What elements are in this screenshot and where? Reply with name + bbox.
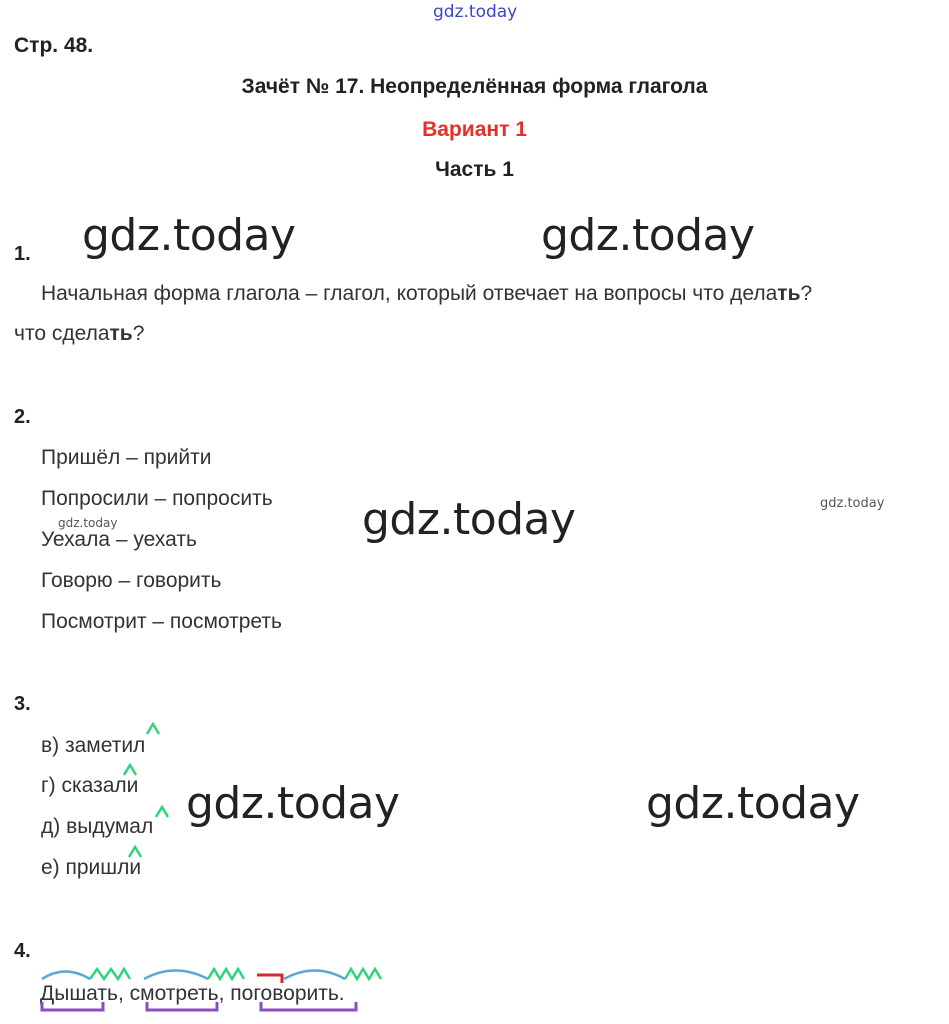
stress-mark: [156, 807, 168, 817]
list-item: Попросили – попросить: [41, 487, 273, 510]
word: поговорить: [230, 982, 339, 1005]
question-number: 1.: [14, 243, 31, 265]
watermark-small: gdz.today: [820, 496, 885, 511]
question-number: 2.: [14, 406, 31, 428]
watermark-large: gdz.today: [82, 210, 296, 261]
suffix-arc: [284, 971, 345, 980]
answer-text: Начальная форма глагола – глагол, который отвечает на вопросы что делать?: [41, 282, 813, 305]
ending-mark: [90, 969, 130, 979]
stress-mark: [147, 724, 159, 734]
watermark-top: gdz.today: [433, 2, 518, 22]
page-title: Зачёт № 17. Неопределённая форма глагола: [241, 75, 708, 98]
list-item: е) пришли: [41, 856, 142, 879]
part-label: Часть 1: [435, 158, 514, 181]
list-item: д) выдумал: [41, 815, 154, 838]
answer-text: Дышать, смотреть, поговорить.: [40, 982, 345, 1005]
watermark-large: gdz.today: [362, 494, 576, 545]
list-item: Уехала – уехать: [41, 528, 197, 551]
list-item: в) заметил: [41, 734, 146, 757]
list-item: Пришёл – прийти: [41, 446, 212, 469]
ending-mark: [208, 969, 244, 979]
ending-mark: [345, 969, 381, 979]
question-number: 3.: [14, 693, 31, 715]
suffix-arc: [42, 972, 90, 980]
page-number: Стр. 48.: [14, 34, 94, 57]
list-item: г) сказали: [41, 774, 139, 797]
suffix-arc: [144, 971, 208, 980]
answer-text: что сделать?: [14, 322, 145, 345]
watermark-large: gdz.today: [186, 778, 400, 829]
watermark-large: gdz.today: [646, 778, 860, 829]
question-number: 4.: [14, 940, 31, 962]
variant-label: Вариант 1: [422, 118, 527, 141]
list-item: Посмотрит – посмотреть: [41, 610, 282, 633]
word: смотреть: [129, 982, 219, 1005]
word: Дышать: [40, 982, 118, 1005]
watermark-large: gdz.today: [541, 210, 755, 261]
watermark-small: gdz.today: [58, 516, 118, 530]
list-item: Говорю – говорить: [41, 569, 222, 592]
